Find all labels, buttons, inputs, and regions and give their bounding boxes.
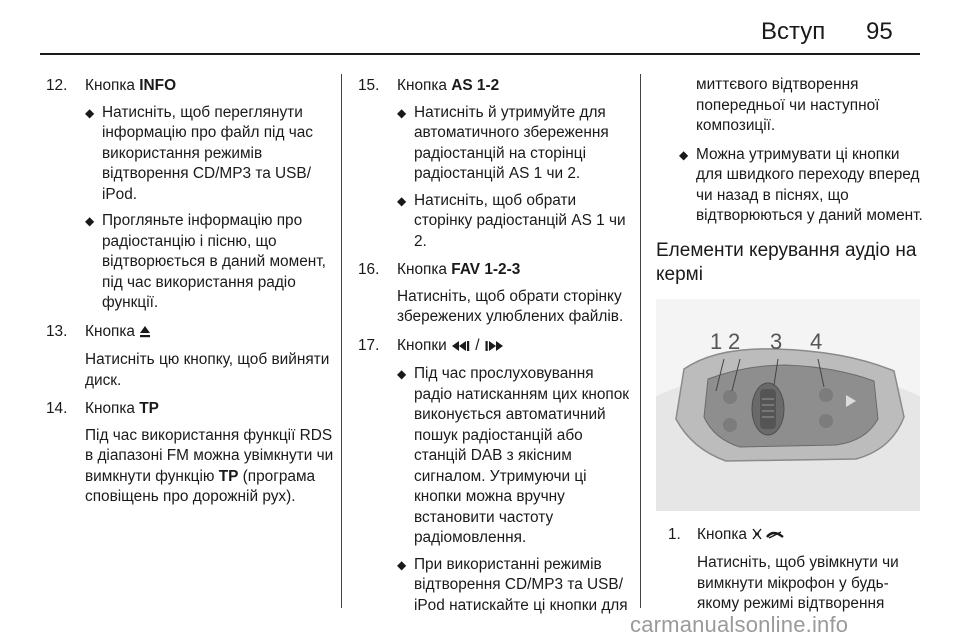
column-2 [358,76,630,624]
button-name: AS 1-2 [451,77,500,94]
item-description [85,426,336,508]
page-header [0,0,960,56]
continued-text: миттєвого відтворення попередньої чи наступної композиції. [696,76,880,134]
item-number: 15. [358,77,380,94]
item-label: Кнопка [397,261,447,278]
diamond-bullet-icon: ◆ [397,193,407,208]
item-label: Кнопка [85,77,135,94]
item-label: Кнопка [85,400,135,417]
bullet-item [85,211,336,314]
diamond-bullet-icon: ◆ [397,367,407,381]
item-12 [46,76,336,314]
item-14 [46,399,336,508]
page-number: 95 [866,18,893,45]
button-name: FAV 1-2-3 [451,261,521,278]
bullet-text: Натисніть, щоб переглянути інформацію про файл під час використання режимів відтворення CD/MP3 та USB/ iPod. [102,103,313,203]
item-description: Натисніть цю кнопку, щоб вийняти диск. [85,351,330,389]
bullet-item [397,191,630,253]
seek-back-icon [451,338,471,359]
callout-label: 3 [770,328,783,354]
button-name: INFO [139,77,177,94]
bullet-text: Прогляньте інформацію про радіостанцію і пісню, що відтворюється в даний момент, під час використання радіо функції. [102,212,326,311]
item-number: 14. [46,400,68,417]
callout-label: 2 [728,328,741,354]
item-13 [46,322,336,392]
mute-phone-icon [751,527,785,548]
column-divider-left [341,74,342,608]
description-text: (програма сповіщень про дорожній рух). [85,467,316,505]
bullet-item [397,364,630,549]
seek-forward-icon [484,338,504,359]
diamond-bullet-icon: ◆ [397,105,407,120]
bullet-text: Натисніть, щоб обрати сторінку радіостанцій AS 1 чи 2. [414,191,626,250]
item-number: 12. [46,77,68,94]
diamond-bullet-icon: ◆ [397,557,407,572]
item-number: 13. [46,322,68,340]
item-label: Кнопка [397,77,447,94]
diamond-bullet-icon: ◆ [85,105,95,120]
item-1 [668,525,924,615]
bullet-item [397,555,630,617]
item-label: Кнопка [85,322,135,340]
item-label: Кнопки [397,336,447,354]
bullet-text: При використанні режимів відтворення CD/MP3 та USB/ iPod натискайте ці кнопки для [414,555,628,614]
item-17 [358,336,630,617]
bullet-item [397,103,630,185]
callout-label: 1 [710,328,723,354]
column-3 [656,76,924,623]
item-description: Натисніть, щоб увімкнути чи вимкнути мікрофон у будь-якому режимі відтворення [697,554,899,612]
item-16 [358,260,630,328]
item-number: 17. [358,336,380,354]
eject-icon [139,324,151,345]
callout-label: 4 [810,328,823,354]
header-rule [40,53,920,55]
bullet-text: Під час прослуховування радіо натисканням цих кнопок виконується автоматичний пошук радіостанцій або станцій DAB з якісним сигналом. Утримуючи ці кнопки можна вручну встановити частоту радіомовлення. [414,365,630,546]
bullet-text: Натисніть й утримуйте для автоматичного збереження радіостанцій на сторінці радіостанцій AS 1 чи 2. [414,103,609,182]
column-1 [46,76,336,516]
item-number: 16. [358,261,380,278]
section-title: Елементи керування аудіо на кермі [656,239,917,285]
bullet-item [85,103,336,206]
bullet-text: Можна утримувати ці кнопки для швидкого переходу вперед чи назад в піснях, що відтворюються у даний момент. [696,145,923,224]
bullet-item [679,145,924,227]
item-number: 1. [668,525,681,543]
column-divider-right [640,74,641,608]
button-name: TP [139,400,159,417]
header-title: Вступ [761,18,826,45]
steering-wheel-controls-photo [656,299,920,511]
diamond-bullet-icon: ◆ [85,214,95,228]
item-15 [358,76,630,252]
watermark: carmanualsonline.info [630,612,849,637]
button-name-inline: TP [218,467,239,485]
item-description: Натисніть, щоб обрати сторінку збережених улюблених файлів. [397,287,624,325]
separator: / [475,336,480,354]
item-label: Кнопка [697,525,747,543]
diamond-bullet-icon: ◆ [679,147,689,162]
description-text: Під час використання функції RDS в діапазоні FM можна увімкнути чи вимкнути функцію [85,426,334,485]
